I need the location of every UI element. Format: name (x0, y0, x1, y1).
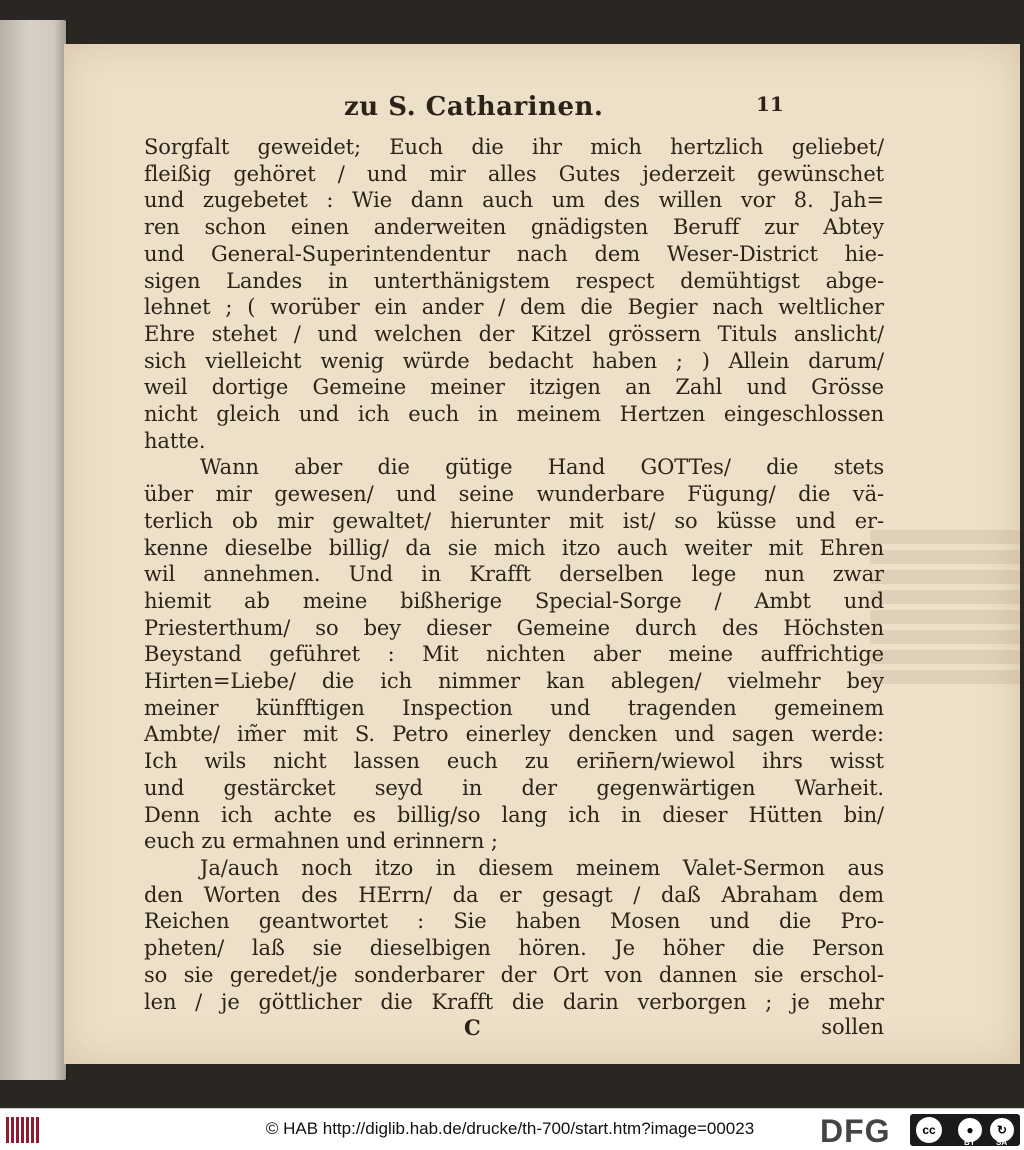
body-text (144, 134, 884, 1015)
text-line: und gestärcket seyd in der gegenwärtigen Warheit. (144, 775, 884, 800)
text-line: so sie geredet/je sonderbarer der Ort von dannen sie erschol- (144, 962, 884, 987)
sa-label: SA (996, 1138, 1008, 1147)
text-line: fleißig gehöret / und mir alles Gutes jederzeit gewünschet (144, 161, 884, 186)
page-header-title: zu S. Catharinen. (344, 92, 604, 122)
text-line: Ehre stehet / und welchen der Kitzel grössern Tituls anslicht/ (144, 321, 884, 346)
book-page (64, 44, 1020, 1064)
text-line: über mir gewesen/ und seine wunderbare Fügung/ die vä- (144, 482, 884, 507)
footer-bar (0, 1108, 1024, 1150)
text-line: ren schon einen anderweiten gnädigsten Beruff zur Abtey (144, 215, 884, 240)
sa-share-alike-icon: ↻ (990, 1118, 1014, 1142)
signature-mark: C (464, 1015, 481, 1041)
page-number: 11 (756, 92, 784, 116)
text-line: wil annehmen. Und in Krafft derselben lege nun zwar (144, 562, 884, 587)
text-line: Ambte/ im̃er mit S. Petro einerley dencken und sagen werde: (144, 722, 884, 747)
by-label: BY (964, 1138, 976, 1147)
hab-logo-icon (6, 1117, 40, 1143)
text-line: kenne dieselbe billig/ da sie mich itzo auch weiter mit Ehren (144, 535, 884, 560)
text-line: lehnet ; ( worüber ein ander / dem die Begier nach weltlicher (144, 295, 884, 320)
page-foot (144, 1015, 884, 1045)
text-line: Sorgfalt geweidet; Euch die ihr mich hertzlich geliebet/ (144, 135, 884, 159)
cc-license-badge[interactable] (910, 1114, 1020, 1146)
by-person-icon: ● (958, 1118, 982, 1142)
text-line: Reichen geantwortet : Sie haben Mosen und die Pro- (144, 909, 884, 934)
catchword: sollen (821, 1015, 884, 1040)
text-line: Denn ich achte es billig/so lang ich in dieser Hütten bin/ (144, 802, 884, 827)
text-line: sich vielleicht wenig würde bedacht haben ; ) Allein darum/ (144, 348, 884, 373)
text-line: euch zu ermahnen und erinnern ; (144, 829, 498, 854)
cc-icon: cc (916, 1117, 942, 1143)
footer-attribution[interactable]: © HAB http://diglib.hab.de/drucke/th-700/start.htm?image=00023 (265, 1119, 755, 1138)
text-block (144, 90, 884, 1045)
text-line: hiemit ab meine bißherige Special-Sorge / Ambt und (144, 588, 884, 613)
text-line: nicht gleich und ich euch in meinem Hertzen eingeschlossen (144, 402, 884, 427)
text-line: weil dortige Gemeine meiner itzigen an Zahl und Grösse (144, 375, 884, 400)
running-head (144, 90, 884, 134)
text-line: Priesterthum/ so bey dieser Gemeine durch des Höchsten (144, 615, 884, 640)
text-line: hatte. (144, 428, 206, 453)
text-line: den Worten des HErrn/ da er gesagt / daß Abraham dem (144, 882, 884, 907)
text-line: und General-Superintendentur nach dem Weser-District hie- (144, 241, 884, 266)
text-line: pheten/ laß sie dieselbigen hören. Je höher die Person (144, 936, 884, 961)
text-line: und zugebetet : Wie dann auch um des willen vor 8. Jah= (144, 188, 884, 213)
text-line: len / je göttlicher die Krafft die darin verborgen ; je mehr (144, 989, 884, 1014)
text-line: Ja/auch noch itzo in diesem meinem Valet-Sermon aus (200, 855, 884, 880)
dfg-logo: DFG (820, 1113, 891, 1149)
text-line: Wann aber die gütige Hand GOTTes/ die stets (200, 455, 884, 480)
text-line: Hirten=Liebe/ die ich nimmer kan ablegen/ vielmehr bey (144, 669, 884, 694)
text-line: sigen Landes in unterthänigstem respect demühtigst abge- (144, 268, 884, 293)
text-line: Ich wils nicht lassen euch zu erin̄ern/wiewol ihrs wisst (144, 749, 884, 774)
text-line: Beystand geführet : Mit nichten aber meine auffrichtige (144, 642, 884, 667)
text-line: terlich ob mir gewaltet/ hierunter mit ist/ so küsse und er- (144, 508, 884, 533)
text-line: meiner künfftigen Inspection und tragenden gemeinem (144, 695, 884, 720)
